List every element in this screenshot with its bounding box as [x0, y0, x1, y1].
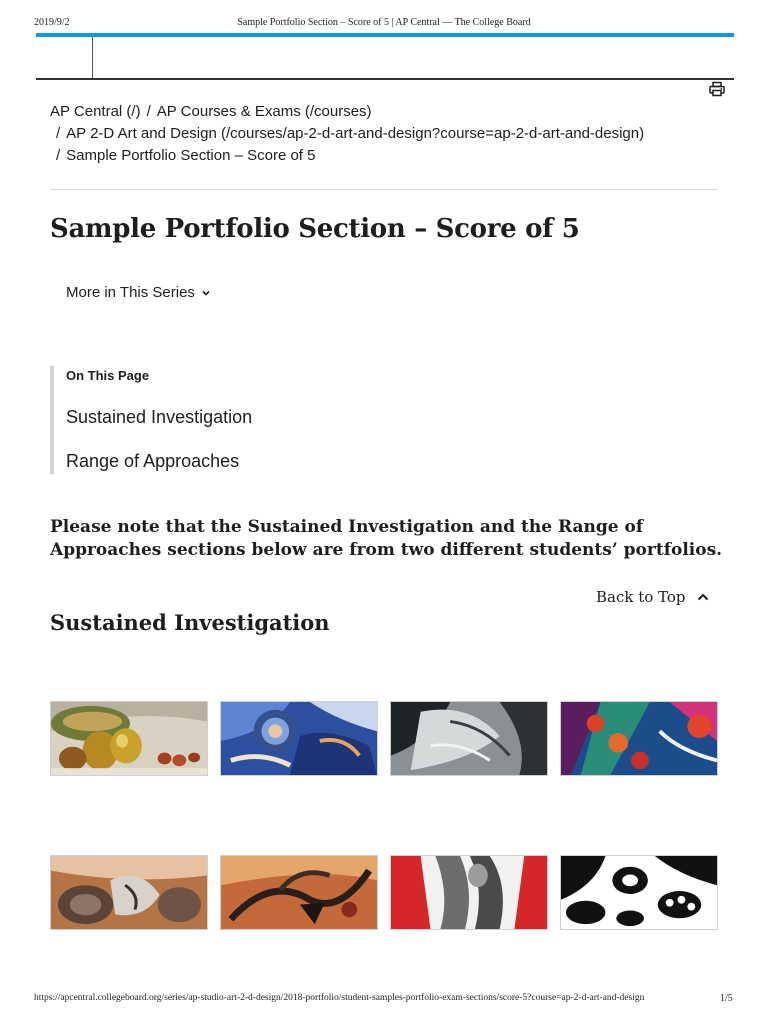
more-in-series-label: More in This Series	[66, 284, 195, 301]
more-in-series-toggle[interactable]	[66, 284, 211, 301]
artwork-pears-still-life[interactable]	[50, 701, 208, 776]
print-date: 2019/9/2	[34, 17, 70, 28]
breadcrumb-separator: /	[146, 103, 151, 120]
breadcrumb-item-courses[interactable]: AP Courses & Exams (/courses)	[156, 103, 372, 120]
artwork-colorful-cherries[interactable]	[560, 701, 718, 776]
on-this-page-link-range-of-approaches[interactable]: Range of Approaches	[66, 451, 240, 471]
breadcrumb-separator: /	[56, 147, 61, 164]
on-this-page-link-sustained-investigation[interactable]: Sustained Investigation	[66, 407, 253, 427]
header-divider	[92, 37, 93, 78]
site-header	[36, 37, 734, 78]
artwork-dark-branches[interactable]	[220, 855, 378, 930]
print-footer-url: https://apcentral.collegeboard.org/series/ap-studio-art-2-d-design/2018-portfolio/student-samples-portfolio-exam-sections/score-5?course=ap-2-d-art-and-design	[34, 993, 645, 1003]
breadcrumb-item-ap-central[interactable]: AP Central (/)	[50, 103, 141, 120]
on-this-page-nav	[50, 366, 454, 474]
chevron-down-icon	[201, 288, 211, 298]
breadcrumb	[50, 101, 730, 167]
back-to-top-label: Back to Top	[596, 588, 686, 606]
breadcrumb-item-2d-art-design[interactable]: AP 2-D Art and Design (/courses/ap-2-d-art-and-design?course=ap-2-d-art-and-design)	[66, 125, 645, 142]
breadcrumb-separator: /	[56, 125, 61, 142]
artwork-gray-drapery[interactable]	[390, 701, 548, 776]
breadcrumb-item-current: Sample Portfolio Section – Score of 5	[66, 147, 316, 164]
artwork-blue-swirl[interactable]	[220, 701, 378, 776]
page-title: Sample Portfolio Section – Score of 5	[50, 214, 580, 244]
print-page-title: Sample Portfolio Section – Score of 5 | AP Central — The College Board	[237, 17, 531, 28]
print-icon[interactable]	[709, 81, 725, 97]
back-to-top-link[interactable]	[596, 588, 710, 606]
header-rule	[36, 78, 734, 80]
artwork-brown-shells[interactable]	[50, 855, 208, 930]
section-title-sustained-investigation: Sustained Investigation	[50, 610, 330, 635]
chevron-up-icon	[696, 592, 710, 602]
portfolio-note: Please note that the Sustained Investigation and the Range of Approaches sections below are from two different students’ portfolios.	[50, 517, 723, 560]
print-page-number: 1/5	[720, 993, 733, 1004]
breadcrumb-divider	[50, 189, 718, 190]
on-this-page-heading: On This Page	[66, 368, 150, 383]
artwork-black-white-pattern[interactable]	[560, 855, 718, 930]
artwork-gray-red-figures[interactable]	[390, 855, 548, 930]
